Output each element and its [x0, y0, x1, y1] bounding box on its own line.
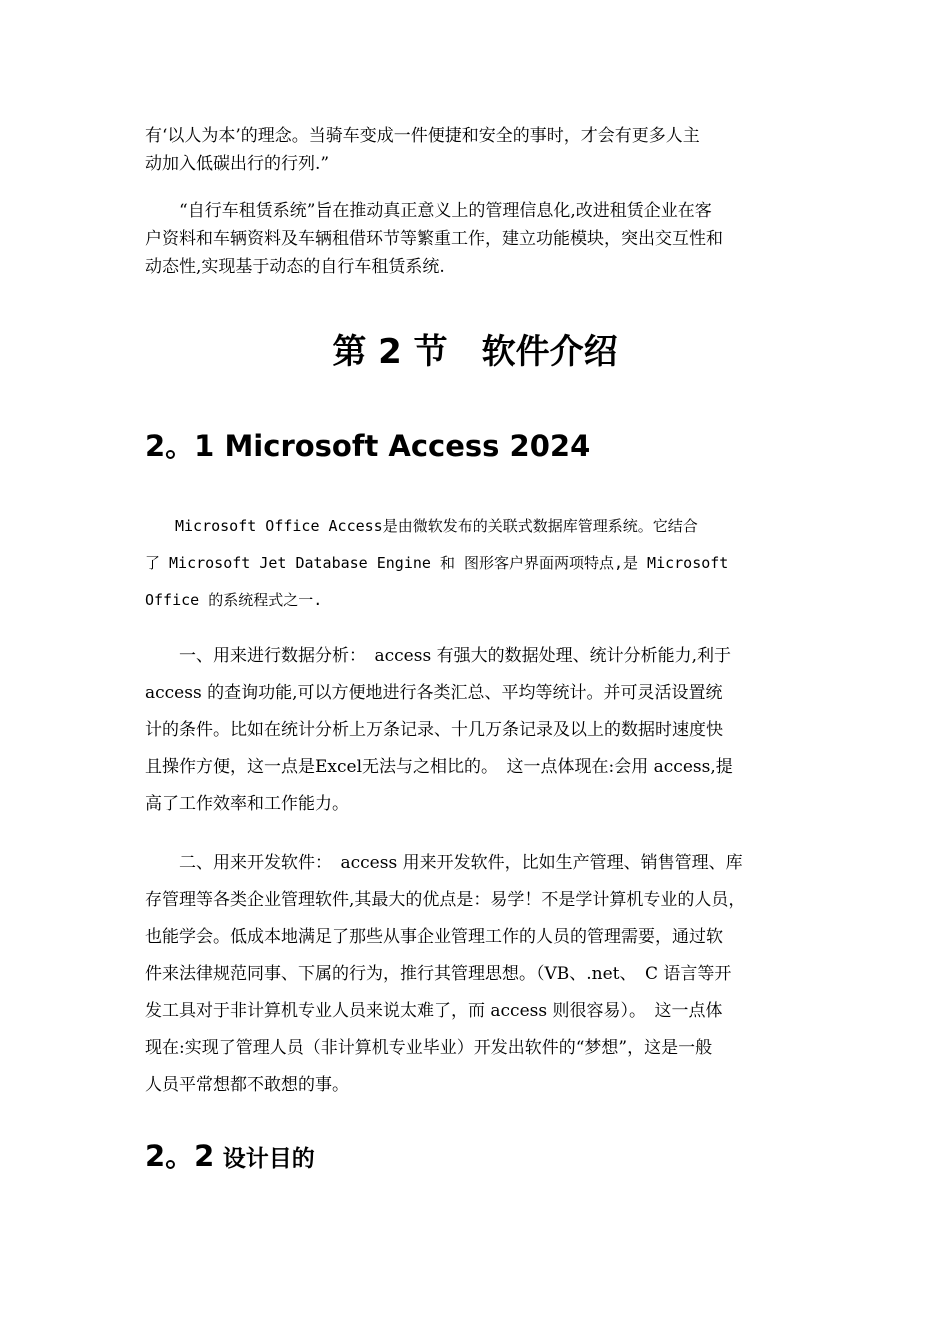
data-analysis-paragraph [145, 638, 815, 823]
subsection-label: 设计目的 [222, 1146, 315, 1172]
paragraph-line: 存管理等各类企业管理软件,其最大的优点是：易学！不是学计算机专业的人员， [145, 890, 746, 910]
paragraph-line: 一、用来进行数据分析： access 有强大的数据处理、统计分析能力,利于 [145, 646, 731, 666]
paragraph-line: 人员平常想都不敢想的事。 [145, 1075, 349, 1095]
subsection-title-design-goal [145, 1138, 315, 1177]
paragraph-line: 了 Microsoft Jet Database Engine 和 图形客户界面两项特点,是 Microsoft [145, 554, 729, 572]
paragraph-line: 现在:实现了管理人员（非计算机专业毕业）开发出软件的“梦想”，这是一般 [145, 1038, 713, 1058]
paragraph-line: Office 的系统程式之一. [145, 591, 323, 609]
paragraph-line: “自行车租赁系统”旨在推动真正意义上的管理信息化,改进租赁企业在客 [145, 201, 712, 221]
paragraph-line: 件来法律规范同事、下属的行为，推行其管理思想。（VB、.net、 C 语言等开 [145, 964, 732, 984]
paragraph-line: 动态性,实现基于动态的自行车租赁系统. [145, 257, 445, 277]
paragraph-line: 动加入低碳出行的行列.” [145, 154, 330, 174]
paragraph-line: 户资料和车辆资料及车辆租借环节等繁重工作，建立功能模块，突出交互性和 [145, 229, 723, 249]
subsection-title-access: 2。1 Microsoft Access 2024 [145, 429, 591, 463]
paragraph-line: 也能学会。低成本地满足了那些从事企业管理工作的人员的管理需要，通过软 [145, 927, 723, 947]
subsection-number: 2。2 [145, 1139, 215, 1173]
paragraph-line: Microsoft Office Access是由微软发布的关联式数据库管理系统。它结合 [145, 517, 698, 535]
access-intro-paragraph [145, 508, 815, 619]
paragraph-line: 发工具对于非计算机专业人员来说太难了，而 access 则很容易）。 这一点体 [145, 1001, 723, 1021]
paragraph-line: 有‘以人为本’的理念。当骑车变成一件便捷和安全的事时，才会有更多人主 [145, 126, 700, 146]
paragraph-line: 二、用来开发软件： access 用来开发软件，比如生产管理、销售管理、库 [145, 853, 743, 873]
paragraph-line: access 的查询功能,可以方便地进行各类汇总、平均等统计。并可灵活设置统 [145, 683, 723, 703]
intro-tail-paragraph [145, 122, 815, 178]
system-goal-paragraph [145, 197, 815, 281]
software-development-paragraph [145, 845, 815, 1104]
paragraph-line: 计的条件。比如在统计分析上万条记录、十几万条记录及以上的数据时速度快 [145, 720, 723, 740]
paragraph-line: 且操作方便，这一点是Excel无法与之相比的。 这一点体现在:会用 access,提 [145, 757, 733, 777]
section-title: 第 2 节 软件介绍 [332, 332, 618, 372]
paragraph-line: 高了工作效率和工作能力。 [145, 794, 349, 814]
